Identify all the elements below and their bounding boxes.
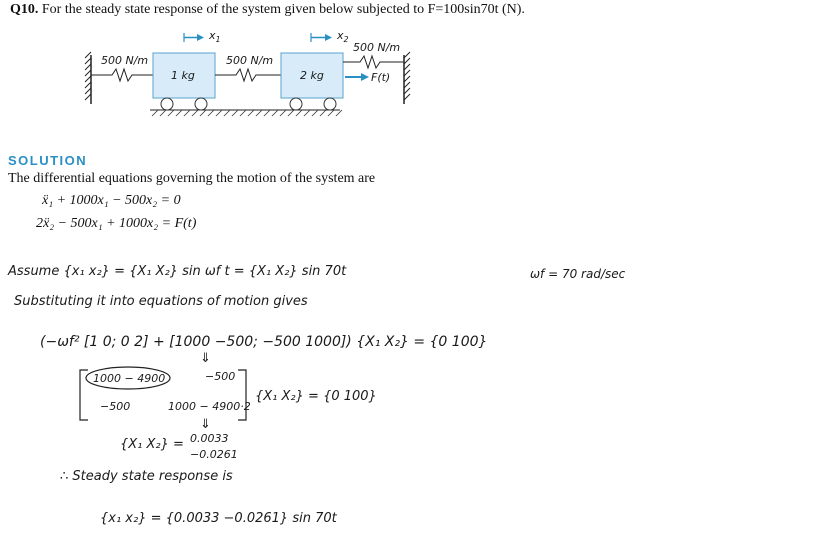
solution-heading: SOLUTION — [8, 153, 88, 168]
matrix-bracket-left — [80, 370, 88, 420]
equation-2: 2ẍ₂ − 500x₁ + 1000x₂ = F(t) — [36, 216, 197, 231]
solution-intro: The differential equations governing the motion of the system are — [8, 171, 376, 186]
solution-x2: −0.0261 — [190, 448, 238, 461]
mass-2-label: 2 kg — [300, 69, 324, 82]
matrix-a: 1000 − 4900 — [93, 372, 166, 385]
mass-1-label: 1 kg — [171, 69, 195, 82]
k3-label: 500 N/m — [353, 41, 401, 54]
matrix-d: 1000 − 4900·2 — [168, 400, 251, 413]
omega-value: ωf = 70 rad/sec — [530, 267, 626, 281]
reduced-rhs: {X₁ X₂} = {0 100} — [255, 389, 377, 404]
substituting-line: Substituting it into equations of motion gives — [14, 294, 308, 309]
question-number: Q10. — [10, 2, 39, 17]
k1-label: 500 N/m — [101, 54, 149, 67]
down-arrow-2: ⇓ — [200, 417, 211, 432]
equation-1: ẍ₁ + 1000x₁ − 500x₂ = 0 — [42, 193, 181, 208]
k2-label: 500 N/m — [226, 54, 274, 67]
matrix-equation: (−ωf² [1 0; 0 2] + [1000 −500; −500 1000]) {X₁ X₂} = {0 100} — [40, 334, 488, 350]
assume-line: Assume {x₁ x₂} = {X₁ X₂} sin ωf t = {X₁ X₂} sin 70t — [8, 264, 347, 279]
x1-label: $x_1$ — [209, 29, 221, 44]
x2-label: $x_2$ — [337, 29, 349, 44]
solution-braces-x: {X₁ X₂} = — [120, 437, 184, 452]
final-answer: {x₁ x₂} = {0.0033 −0.0261} sin 70t — [100, 511, 337, 526]
force-label: F(t) — [371, 71, 391, 84]
solution-x1: 0.0033 — [190, 432, 229, 445]
down-arrow: ⇓ — [200, 351, 211, 366]
conclusion-line: ∴ Steady state response is — [60, 469, 233, 484]
matrix-c: −500 — [100, 400, 131, 413]
matrix-b: −500 — [205, 370, 236, 383]
question-text: For the steady state response of the system given below subjected to F=100sin70t (N). — [41, 2, 525, 17]
